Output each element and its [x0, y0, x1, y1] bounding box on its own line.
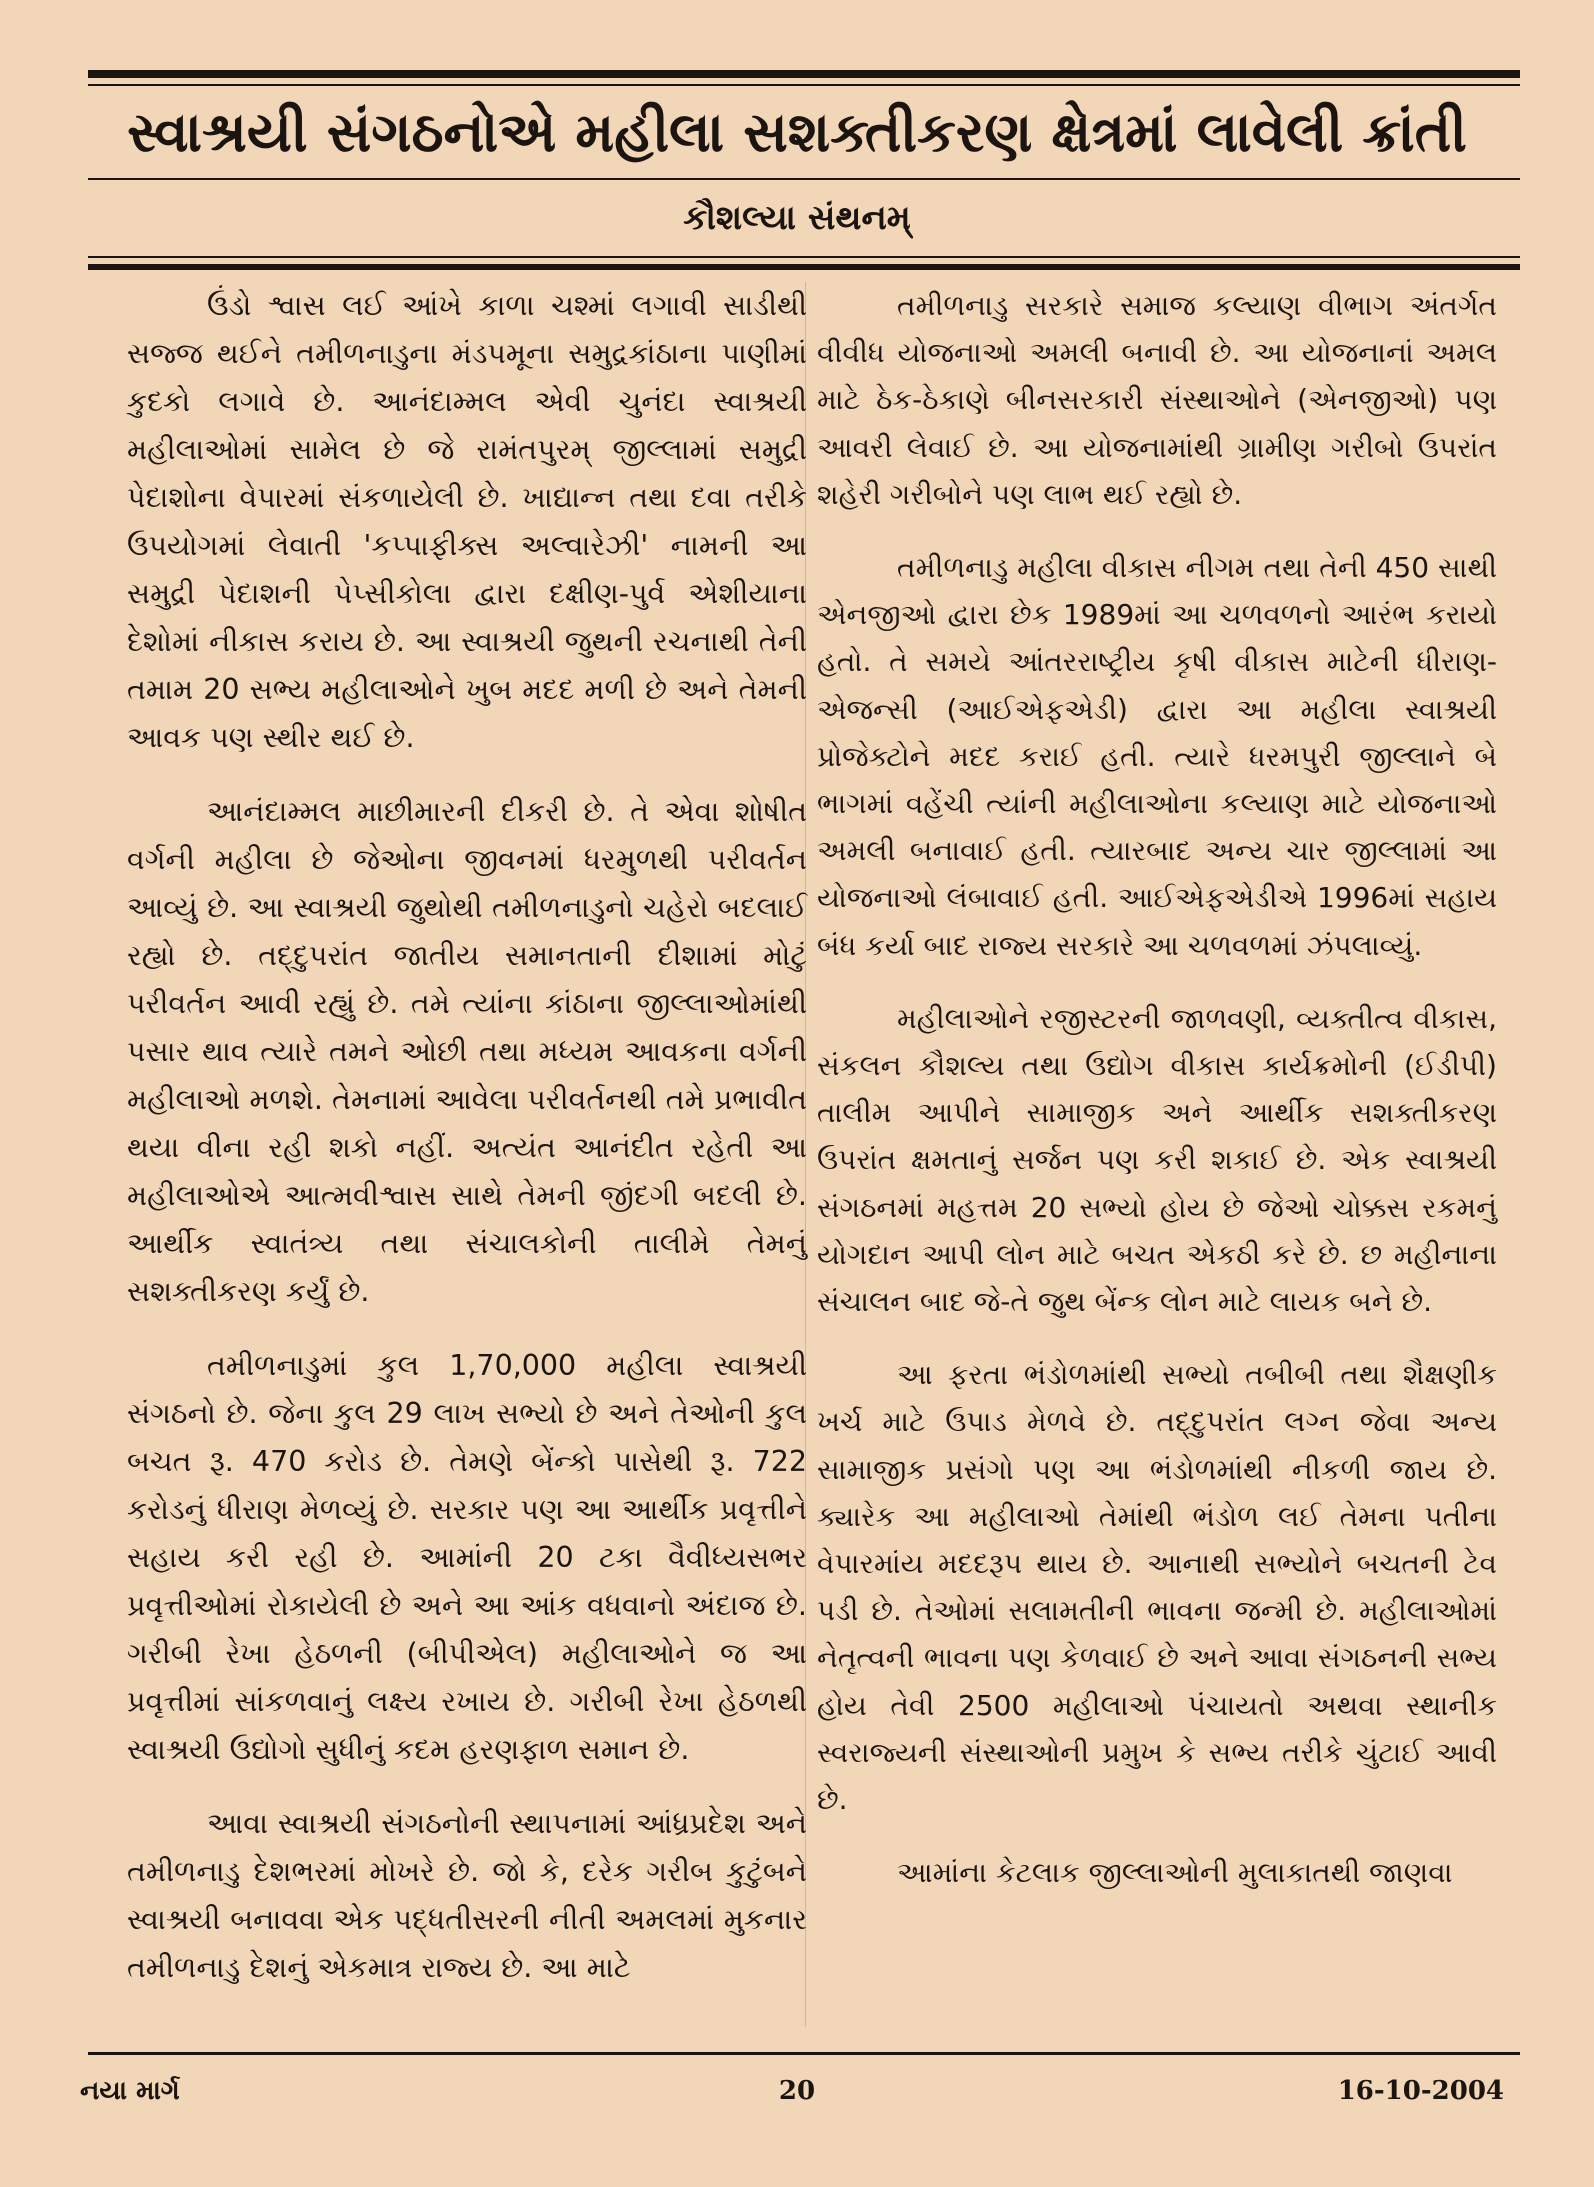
- header-bottom-rule-thin: [88, 256, 1520, 258]
- paragraph: આવા સ્વાશ્રયી સંગઠનોની સ્થાપનામાં આંધ્રપ્રદેશ અને તમીળનાડુ દેશભરમાં મોખરે છે. જો કે, દરેક ગરીબ કુટુંબને સ્વાશ્રયી બનાવવા એક પદ્ધતીસરની નીતી અમલમાં મુકનાર તમીળનાડુ દેશનું એકમાત્ર રાજ્ય છે. આ માટે: [127, 1807, 807, 1984]
- paragraph: આમાંના કેટલાક જીલ્લાઓની મુલાકાતથી જાણવા: [897, 1856, 1453, 1890]
- article-author: કૌશલ્યા સંથનમ્: [683, 198, 911, 238]
- paragraph: તમીળનાડુમાં કુલ 1,70,000 મહીલા સ્વાશ્રયી સંગઠનો છે. જેના કુલ 29 લાખ સભ્યો છે અને તેઓની કુલ બચત રૂ. 470 કરોડ છે. તેમણે બેંન્કો પાસેથી રૂ. 722 કરોડનું ધીરાણ મેળવ્યું છે. સરકાર પણ આ આર્થીક પ્રવૃત્તીને સહાય કરી રહી છે. આમાંની 20 ટકા વૈવીધ્યસભર પ્રવૃત્તીઓમાં રોકાયેલી છે અને આ આંક વધવાનો અંદાજ છે. ગરીબી રેખા હેઠળની (બીપીએલ) મહીલાઓને જ આ પ્રવૃત્તીમાં સાંકળવાનું લક્ષ્ય રખાય છે. ગરીબી રેખા હેઠળથી સ્વાશ્રયી ઉદ્યોગો સુધીનું કદમ હરણફાળ સમાન છે.: [127, 1349, 807, 1766]
- paragraph: તમીળનાડુ સરકારે સમાજ કલ્યાણ વીભાગ અંતર્ગત વીવીધ યોજનાઓ અમલી બનાવી છે. આ યોજનાનાં અમલ માટે ઠેક-ઠેકાણે બીનસરકારી સંસ્થાઓને (એનજીઓ) પણ આવરી લેવાઈ છે. આ યોજનામાંથી ગ્રામીણ ગરીબો ઉપરાંત શહેરી ગરીબોને પણ લાભ થઈ રહ્યો છે.: [817, 289, 1497, 511]
- paragraph: ઉંડો શ્વાસ લઈ આંખે કાળા ચશ્માં લગાવી સાડીથી સજ્જ થઈને તમીળનાડુના મંડપમૂના સમુદ્રકાંઠાના પાણીમાં કુદકો લગાવે છે. આનંદામ્મલ એવી ચુનંદા સ્વાશ્રયી મહીલાઓમાં સામેલ છે જે રામંતપુરમ્ જીલ્લામાં સમુદ્રી પેદાશોના વેપારમાં સંકળાયેલી છે. ખાદ્યાન્ન તથા દવા તરીકે ઉપયોગમાં લેવાતી 'કપ્પાફીક્સ અલ્વારેઝી' નામની આ સમુદ્રી પેદાશની પેપ્સીકોલા દ્વારા દક્ષીણ-પુર્વ એશીયાના દેશોમાં નીકાસ કરાય છે. આ સ્વાશ્રયી જુથની રચનાથી તેની તમામ 20 સભ્ય મહીલાઓને ખુબ મદદ મળી છે અને તેમની આવક પણ સ્થીર થઈ છે.: [127, 289, 807, 754]
- paragraph: આનંદામ્મલ માછીમારની દીકરી છે. તે એવા શોષીત વર્ગની મહીલા છે જેઓના જીવનમાં ધરમુળથી પરીવર્તન આવ્યું છે. આ સ્વાશ્રયી જુથોથી તમીળનાડુનો ચહેરો બદલાઈ રહ્યો છે. તદ્દુપરાંત જાતીય સમાનતાની દીશામાં મોટું પરીવર્તન આવી રહ્યું છે. તમે ત્યાંના કાંઠાના જીલ્લાઓમાંથી પસાર થાવ ત્યારે તમને ઓછી તથા મધ્યમ આવકના વર્ગની મહીલાઓ મળશે. તેમનામાં આવેલા પરીવર્તનથી તમે પ્રભાવીત થયા વીના રહી શકો નહીં. અત્યંત આનંદીત રહેતી આ મહીલાઓએ આત્મવીશ્વાસ સાથે તેમની જીંદગી બદલી છે. આર્થીક સ્વાતંત્ર્ય તથા સંચાલકોની તાલીમે તેમનું સશક્તીકરણ કર્યું છે.: [127, 795, 807, 1308]
- footer-rule: [88, 2052, 1520, 2055]
- left-column: [127, 282, 807, 2018]
- paragraph: આ ફરતા ભંડોળમાંથી સભ્યો તબીબી તથા શૈક્ષણીક ખર્ચ માટે ઉપાડ મેળવે છે. તદ્દુપરાંત લગ્ન જેવા અન્ય સામાજીક પ્રસંગો પણ આ ભંડોળમાંથી નીકળી જાય છે. ક્યારેક આ મહીલાઓ તેમાંથી ભંડોળ લઈ તેમના પતીના વેપારમાંય મદદરૂપ થાય છે. આનાથી સભ્યોને બચતની ટેવ પડી છે. તેઓમાં સલામતીની ભાવના જન્મી છે. મહીલાઓમાં નેતૃત્વની ભાવના પણ કેળવાઈ છે અને આવા સંગઠનની સભ્ય હોય તેવી 2500 મહીલાઓ પંચાયતો અથવા સ્થાનીક સ્વરાજ્યની સંસ્થાઓની પ્રમુખ કે સભ્ય તરીકે ચુંટાઈ આવી છે.: [817, 1358, 1497, 1817]
- paragraph: તમીળનાડુ મહીલા વીકાસ નીગમ તથા તેની 450 સાથી એનજીઓ દ્વારા છેક 1989માં આ ચળવળનો આરંભ કરાયો હતો. તે સમયે આંતરરાષ્ટ્રીય કૃષી વીકાસ માટેની ધીરાણ- એજન્સી (આઈએફએડી) દ્વારા આ મહીલા સ્વાશ્રયી પ્રોજેક્ટોને મદદ કરાઈ હતી. ત્યારે ધરમપુરી જીલ્લાને બે ભાગમાં વહેંચી ત્યાંની મહીલાઓના કલ્યાણ માટે યોજનાઓ અમલી બનાવાઈ હતી. ત્યારબાદ અન્ય ચાર જીલ્લામાં આ યોજનાઓ લંબાવાઈ હતી. આઈએફએડીએ 1996માં સહાય બંધ કર્યા બાદ રાજ્ય સરકારે આ ચળવળમાં ઝંપલાવ્યું.: [817, 551, 1497, 962]
- article-title: સ્વાશ્રયી સંગઠનોએ મહીલા સશક્તીકરણ ક્ષેત્રમાં લાવેલી ક્રાંતી: [127, 100, 1467, 164]
- column-divider: [805, 282, 806, 2027]
- title-rule: [88, 178, 1520, 180]
- header-bottom-rule-thick: [88, 264, 1520, 270]
- publication-name: નયા માર્ગ: [80, 2076, 180, 2106]
- page-number: 20: [778, 2076, 816, 2106]
- top-rule-thin: [88, 84, 1520, 86]
- paragraph: મહીલાઓને રજીસ્ટરની જાળવણી, વ્યક્તીત્વ વીકાસ, સંકલન કૌશલ્ય તથા ઉદ્યોગ વીકાસ કાર્યક્રમોની (ઈડીપી) તાલીમ આપીને સામાજીક અને આર્થીક સશક્તીકરણ ઉપરાંત ક્ષમતાનું સર્જન પણ કરી શકાઈ છે. એક સ્વાશ્રયી સંગઠનમાં મહત્તમ 20 સભ્યો હોય છે જેઓ ચોક્કસ રકમનું યોગદાન આપી લોન માટે બચત એકઠી કરે છે. છ મહીનાના સંચાલન બાદ જે-તે જુથ બેંન્ક લોન માટે લાયક બને છે.: [817, 1001, 1497, 1319]
- right-column: [817, 282, 1497, 1923]
- issue-date: 16-10-2004: [1337, 2076, 1504, 2106]
- top-rule-thick: [88, 70, 1520, 78]
